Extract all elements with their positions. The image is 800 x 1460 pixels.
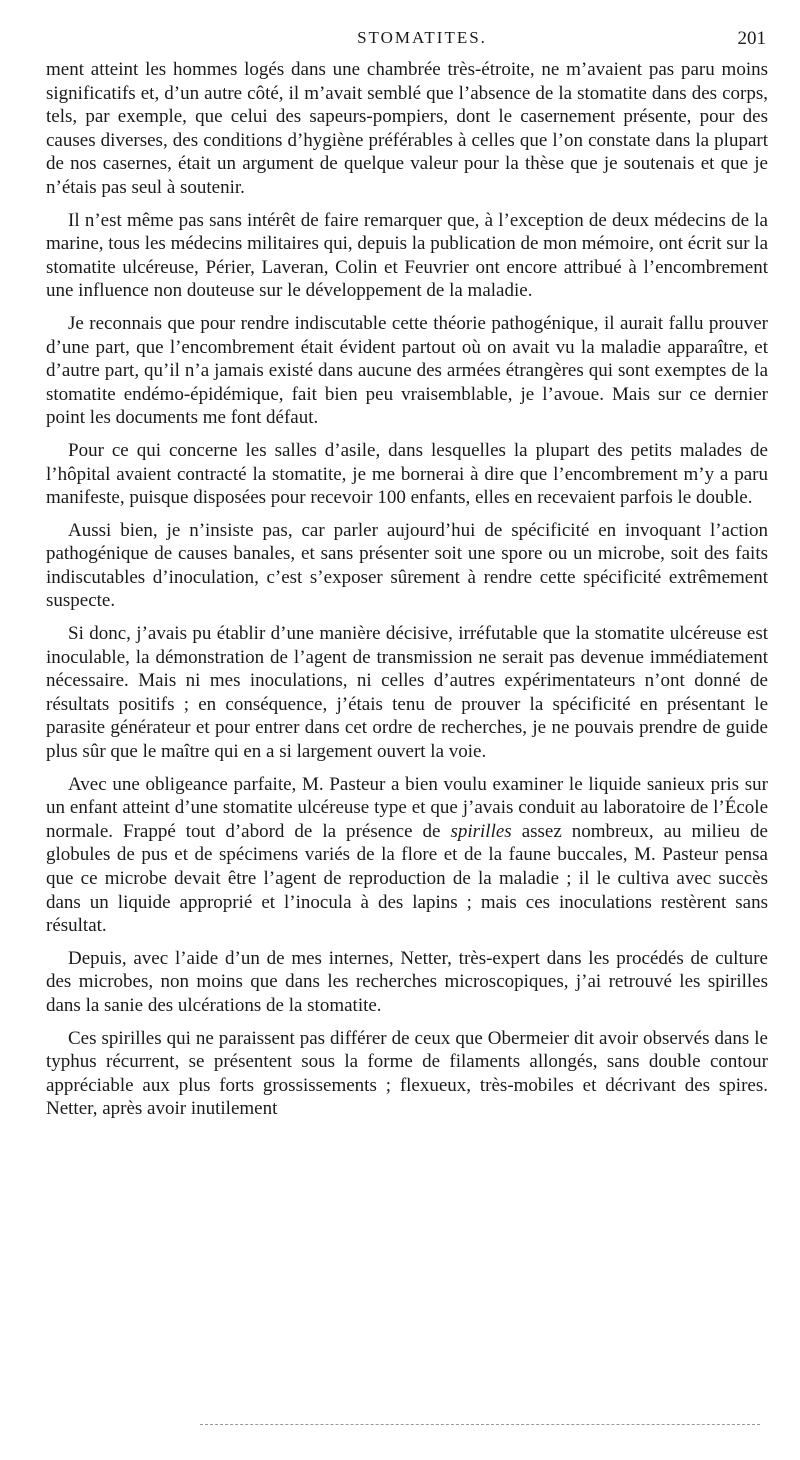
page-number: 201 [737, 28, 766, 49]
paragraph-5: Aussi bien, je n’insiste pas, car parler aujourd’hui de spécificité en invoquant l’action pathogénique de causes banales, et sans présenter soit une spore ou un microbe, soit des faits indiscutables d’inoculation, c’est s’exposer sûrement à rendre cette spécificité extrêmement suspecte. [46, 519, 768, 612]
paragraph-8: Depuis, avec l’aide d’un de mes internes, Netter, très-expert dans les procédés de culture des microbes, non moins que dans les recherches microscopiques, j’ai retrouvé les spirilles dans la sanie des ulcérations de la stomatite. [46, 947, 768, 1016]
paragraph-7 [46, 773, 768, 938]
paragraph-1: ment atteint les hommes logés dans une chambrée très-étroite, ne m’avaient pas paru moins significatifs et, d’un autre côté, il m’avait semblé que l’absence de la stomatite dans des corps, tels, par exemple, que celui des sapeurs-pompiers, dont le casernement présente, pour des causes diverses, des conditions d’hygiène préférables à celles que l’on constate dans la plupart de nos casernes, était un argument de quelque valeur pour la thèse que je soutenais et que je n’étais pas seul à soutenir. [46, 59, 768, 198]
paragraph-7-text-before: Avec une obligeance parfaite, M. Pasteur a bien voulu examiner le liquide sanieux pris sur un enfant atteint d’une stomatite ulcéreuse type et que j’avais conduit au laboratoire de l’École normale. Frappé tout d’abord de la présence de [46, 773, 768, 842]
paragraph-2: Il n’est même pas sans intérêt de faire remarquer que, à l’exception de deux médecins de la marine, tous les médecins militaires qui, depuis la publication de mon mémoire, ont écrit sur la stomatite ulcéreuse, Périer, Laveran, Colin et Feuvrier ont encore attribué à l’encombrement une influence non douteuse sur le développement de la maladie. [46, 209, 768, 302]
paragraph-7-italic-term: spirilles [450, 820, 512, 842]
running-title: STOMATITES. [357, 28, 487, 47]
bottom-dashed-rule [200, 1424, 760, 1425]
paragraph-9: Ces spirilles qui ne paraissent pas différer de ceux que Obermeier dit avoir observés dans le typhus récurrent, se présentent sous la forme de filaments allongés, sans double contour appréciable aux plus forts grossissements ; flexueux, très-mobiles et décrivant des spires. Netter, après avoir inutilement [46, 1027, 768, 1120]
running-header [46, 28, 768, 56]
paragraph-6: Si donc, j’avais pu établir d’une manière décisive, irréfutable que la stomatite ulcéreuse est inoculable, la démonstration de l’agent de transmission ne serait pas devenue immédiatement nécessaire. Mais ni mes inoculations, ni celles d’autres expérimentateurs n’ont donné de résultats positifs ; en conséquence, j’étais tenu de prouver la spécificité en présentant le parasite générateur et pour entrer dans cet ordre de recherches, je ne pouvais prendre de guide plus sûr que le maître qui en a si largement ouvert la voie. [46, 623, 768, 763]
paragraph-7-text-after: assez nombreux, au milieu de globules de pus et de spécimens variés de la flore et de la faune buccales, M. Pasteur pensa que ce microbe devait être l’agent de reproduction de la maladie ; il le cultiva avec succès dans un liquide approprié et l’inocula à des lapins ; mais ces inoculations restèrent sans résultat. [46, 820, 768, 937]
paragraph-4: Pour ce qui concerne les salles d’asile, dans lesquelles la plupart des petits malades de l’hôpital avaient contracté la stomatite, je me bornerai à dire que l’encombrement m’y a paru manifeste, puisque disposées pour recevoir 100 enfants, elles en recevaient parfois le double. [46, 439, 768, 509]
body-text [46, 58, 768, 1121]
paragraph-3: Je reconnais que pour rendre indiscutable cette théorie pathogénique, il aurait fallu prouver d’une part, que l’encombrement était évident partout où on avait vu la maladie apparaître, et d’autre part, qu’il n’a jamais existé dans aucune des armées étrangères qui sont exemptes de la stomatite endémo-épidémique, fait bien peu vraisemblable, je l’avoue. Mais sur ce dernier point les documents me font défaut. [46, 312, 768, 429]
